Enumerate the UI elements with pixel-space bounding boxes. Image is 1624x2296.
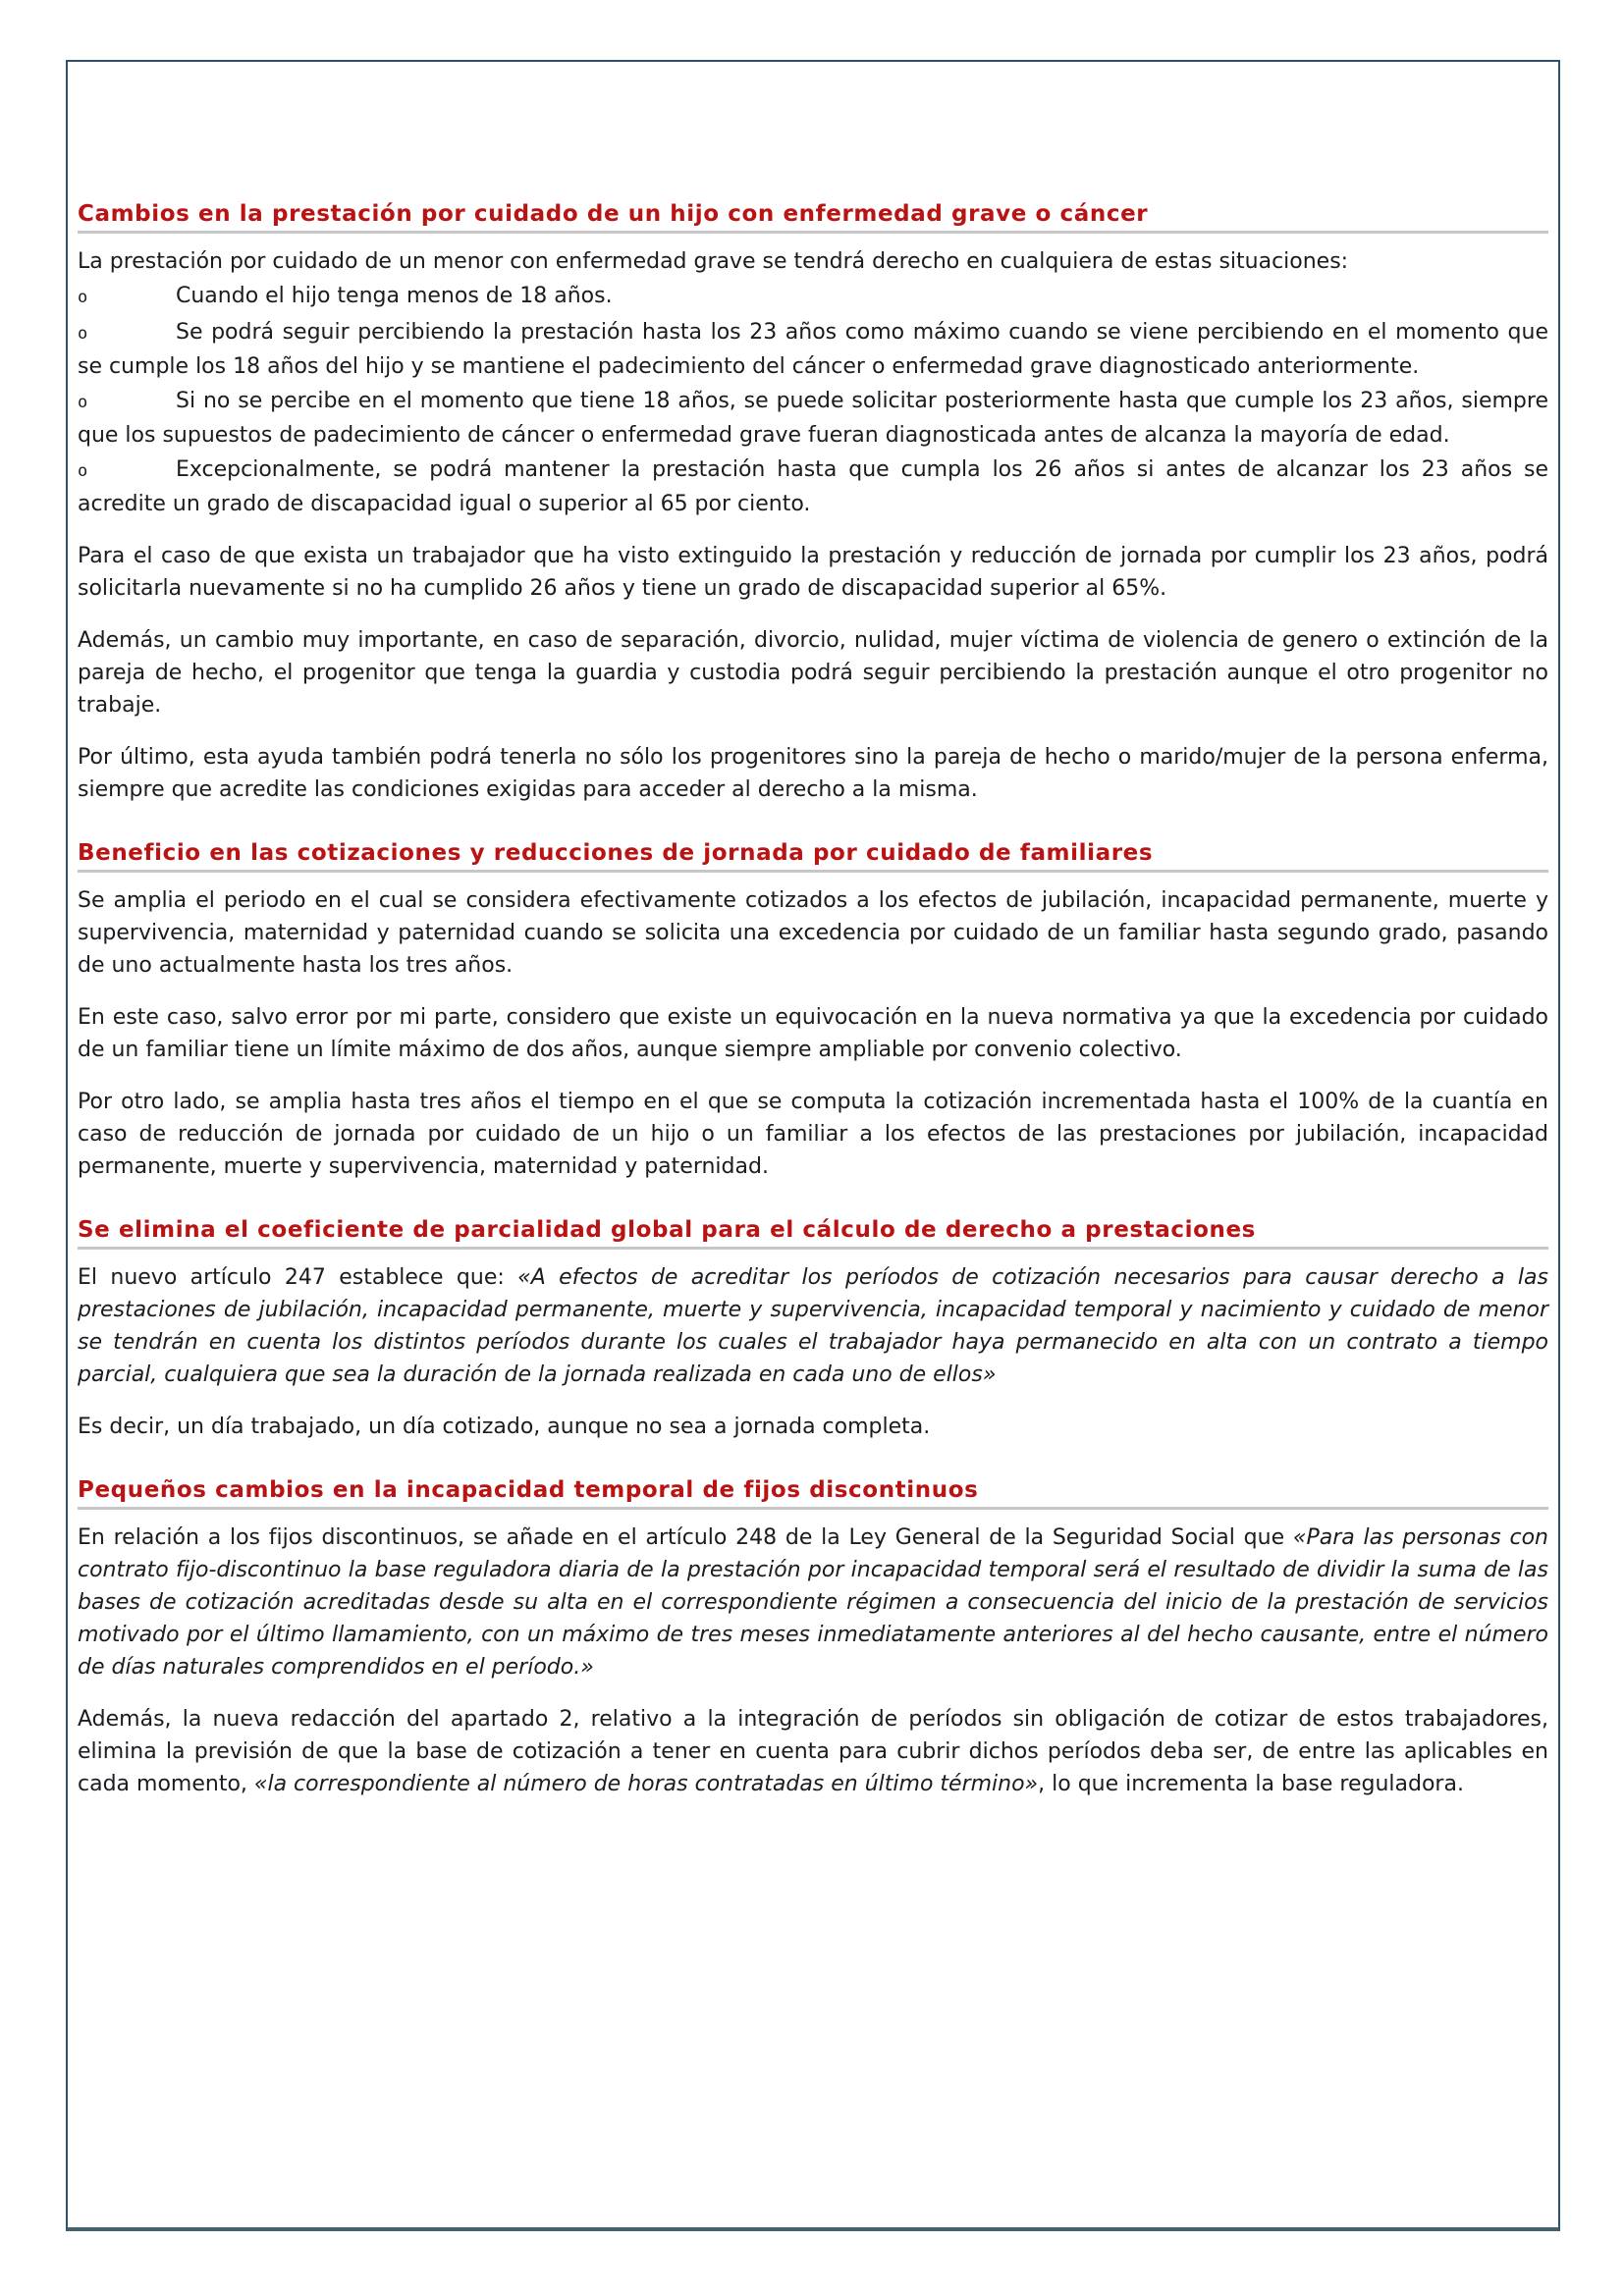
body-paragraph: Por otro lado, se amplia hasta tres años el tiempo en el que se computa la cotización incrementada hasta el 100% de la cuantía en caso de reducción de jornada por cuidado de un hijo o un familiar a los efectos de las prestaciones por jubilación, incapacidad permanente, muerte y supervivencia, maternidad y paternidad. xyxy=(78,1090,1548,1179)
section-heading: Pequeños cambios en la incapacidad temporal de fijos discontinuos xyxy=(78,1476,1548,1510)
bullet-item xyxy=(78,316,1548,383)
bullet-item-text: Se podrá seguir percibiendo la prestación hasta los 23 años como máximo cuando se viene percibiendo en el momento que se cumple los 18 años del hijo y se mantiene el padecimiento del cáncer o enfermedad grave diagnosticado anteriormente. xyxy=(78,320,1548,379)
bullet-item-text: Cuando el hijo tenga menos de 18 años. xyxy=(176,284,613,308)
body-paragraph: Es decir, un día trabajado, un día cotizado, aunque no sea a jornada completa. xyxy=(78,1415,931,1439)
body-paragraph: Además, un cambio muy importante, en caso de separación, divorcio, nulidad, mujer víctima de violencia de genero o extinción de la pareja de hecho, el progenitor que tenga la guardia y custodia podrá seguir percibiendo la prestación aunque el otro progenitor no trabaje. xyxy=(78,628,1548,718)
body-paragraph: Se amplia el periodo en el cual se considera efectivamente cotizados a los efectos de jubilación, incapacidad permanente, muerte y supervivencia, maternidad y paternidad cuando se solicita una excedencia por cuidado de un familiar hasta segundo grado, pasando de uno actualmente hasta los tres años. xyxy=(78,888,1548,978)
intro-paragraph: La prestación por cuidado de un menor con enfermedad grave se tendrá derecho en cualquiera de estas situaciones: xyxy=(78,249,1349,274)
section-heading: Cambios en la prestación por cuidado de un hijo con enfermedad grave o cáncer xyxy=(78,200,1548,234)
quote-paragraph xyxy=(78,1261,1548,1391)
quote-intro-text: Además, la nueva redacción del apartado 2, relativo a la integración de períodos sin obligación de cotizar de estos trabajadores, elimina la previsión de que la base de cotización a tener en cuenta para cubrir dichos períodos deba ser, de entre las aplicables en cada momento, xyxy=(78,1707,1548,1796)
bullet-item xyxy=(78,454,1548,520)
quote-intro-text: El nuevo artículo 247 establece que: xyxy=(78,1265,518,1290)
quote-paragraph xyxy=(78,1522,1548,1683)
bullet-item xyxy=(78,280,1548,314)
bullet-item-text: Excepcionalmente, se podrá mantener la prestación hasta que cumpla los 26 años si antes de alcanzar los 23 años se acredite un grado de discapacidad igual o superior al 65 por ciento. xyxy=(78,457,1548,516)
legal-quote-italic: «Para las personas con contrato fijo-discontinuo la base reguladora diaria de la prestación por incapacidad temporal será el resultado de dividir la suma de las bases de cotización acreditadas desde su alta en el correspondiente régimen a consecuencia del inicio de la prestación de servicios motivado por el último llamamiento, con un máximo de tres meses inmediatamente anteriores al del hecho causante, entre el número de días naturales comprendidos en el período.» xyxy=(78,1525,1548,1680)
legal-quote-italic: «la correspondiente al número de horas contratadas en último término» xyxy=(253,1772,1039,1796)
bullet-item xyxy=(78,385,1548,452)
legal-quote-italic: «A efectos de acreditar los períodos de cotización necesarios para causar derecho a las prestaciones de jubilación, incapacidad permanente, muerte y supervivencia, incapacidad temporal y nacimiento y cuidado de menor se tendrán en cuenta los distintos períodos durante los cuales el trabajador haya permanecido en alta con un contrato a tiempo parcial, cualquiera que sea la duración de la jornada realizada en cada uno de ellos» xyxy=(78,1265,1548,1387)
section-fijos-discontinuos xyxy=(78,1476,1548,1800)
body-paragraph: En este caso, salvo error por mi parte, considero que existe un equivocación en la nueva normativa ya que la excedencia por cuidado de un familiar tiene un límite máximo de dos años, aunque siempre ampliable por convenio colectivo. xyxy=(78,1005,1548,1062)
quote-paragraph xyxy=(78,1703,1548,1800)
quote-intro-text: En relación a los fijos discontinuos, se añade en el artículo 248 de la Ley General de la Seguridad Social que xyxy=(78,1525,1293,1550)
body-paragraph: Para el caso de que exista un trabajador que ha visto extinguido la prestación y reducción de jornada por cumplir los 23 años, podrá solicitarla nuevamente si no ha cumplido 26 años y tiene un grado de discapacidad superior al 65%. xyxy=(78,544,1548,601)
quote-closing-text: , lo que incrementa la base reguladora. xyxy=(1038,1772,1464,1796)
bullet-marker-icon: o xyxy=(78,461,88,481)
section-heading: Beneficio en las cotizaciones y reducciones de jornada por cuidado de familiares xyxy=(78,839,1548,873)
bullet-marker-icon: o xyxy=(78,393,88,412)
bullet-item-text: Si no se percibe en el momento que tiene 18 años, se puede solicitar posteriormente hasta que cumple los 23 años, siempre que los supuestos de padecimiento de cáncer o enfermedad grave fueran diagnosticada antes de alcanza la mayoría de edad. xyxy=(78,389,1548,448)
section-heading: Se elimina el coeficiente de parcialidad global para el cálculo de derecho a prestaciones xyxy=(78,1216,1548,1250)
bullet-marker-icon: o xyxy=(78,288,88,307)
body-paragraph: Por último, esta ayuda también podrá tenerla no sólo los progenitores sino la pareja de hecho o marido/mujer de la persona enferma, siempre que acredite las condiciones exigidas para acceder al derecho a la misma. xyxy=(78,745,1548,802)
section-beneficio-cotizaciones xyxy=(78,839,1548,1183)
document-frame xyxy=(66,60,1560,2231)
bullet-marker-icon: o xyxy=(78,324,88,344)
section-prestacion-cuidado-hijo xyxy=(78,200,1548,806)
section-coeficiente-parcialidad xyxy=(78,1216,1548,1443)
